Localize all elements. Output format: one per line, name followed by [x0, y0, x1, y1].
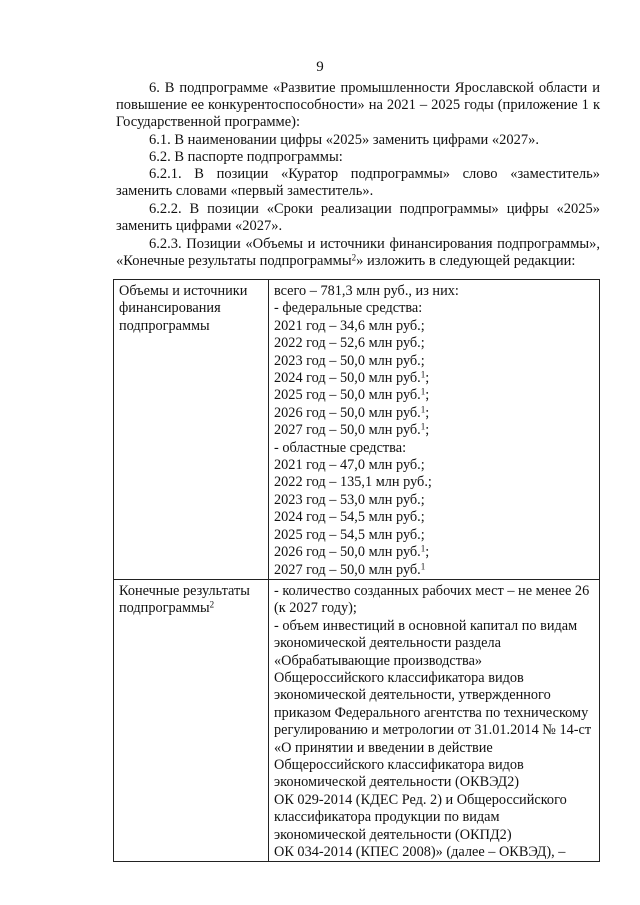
value-line: [274, 687, 595, 704]
paragraph-6-2-3-tail: » изложить в следующей редакции:: [356, 252, 576, 269]
footnote-mark: 2: [351, 252, 357, 263]
value-line: [274, 492, 595, 509]
value-text: 2021 год – 34,6 млн руб.;: [274, 317, 425, 334]
value-text: ОК 029-2014 (КДЕС Ред. 2) и Общероссийского: [274, 791, 567, 808]
value-text: 2022 год – 135,1 млн руб.;: [274, 474, 432, 491]
table-label-cell: [114, 579, 269, 862]
value-line: [274, 722, 595, 739]
label-line: [119, 600, 264, 617]
label-text: подпрограммы: [119, 600, 210, 617]
footnote-mark: 1: [420, 421, 426, 432]
table-value-cell: [269, 579, 600, 862]
value-line: [274, 670, 595, 687]
label-line: [119, 583, 264, 600]
value-line: [274, 792, 595, 809]
value-text: 2021 год – 47,0 млн руб.;: [274, 457, 425, 474]
value-text: приказом Федерального агентства по техническому: [274, 704, 589, 721]
value-text: экономической деятельности, утвержденного: [274, 687, 551, 704]
value-text: 2024 год – 54,5 млн руб.;: [274, 509, 425, 526]
paragraph-6: 6. В подпрограмме «Развитие промышленности Ярославской области и повышение ее конкурентоспособности» на 2021 – 2025 годы (приложение 1 к Государственной программе):: [116, 79, 600, 131]
value-text: - областные средства:: [274, 439, 407, 456]
value-text: экономической деятельности (ОКВЭД2): [274, 774, 520, 791]
footnote-mark: 1: [420, 386, 426, 397]
value-text: экономической деятельности раздела: [274, 635, 501, 652]
value-line: [274, 544, 595, 561]
value-line: [274, 527, 595, 544]
value-text: - объем инвестиций в основной капитал по видам: [274, 617, 578, 634]
value-line: [274, 600, 595, 617]
value-text: Общероссийского классификатора видов: [274, 669, 524, 686]
value-text: Общероссийского классификатора видов: [274, 756, 524, 773]
paragraph-6-2-3-text: 6.2.3. Позиции «Объемы и источники финансирования подпрограммы», «Конечные результаты подпрограммы: [116, 235, 600, 269]
value-line: [274, 844, 595, 861]
value-line: [274, 827, 595, 844]
label-line: [119, 318, 264, 335]
value-text: классификатора продукции по видам: [274, 809, 500, 826]
value-line: [274, 422, 595, 439]
paragraph-6-1: 6.1. В наименовании цифры «2025» заменить цифрами «2027».: [149, 131, 540, 148]
value-line: [274, 457, 595, 474]
value-text: 2025 год – 54,5 млн руб.;: [274, 526, 425, 543]
value-text: 2027 год – 50,0 млн руб.: [274, 422, 421, 439]
label-line: [119, 283, 264, 300]
label-line: [119, 300, 264, 317]
value-line: [274, 618, 595, 635]
value-tail: ;: [425, 404, 430, 421]
value-line: [274, 509, 595, 526]
label-text: финансирования: [119, 300, 221, 317]
table-row: [114, 280, 600, 580]
value-line: [274, 635, 595, 652]
value-line: [274, 318, 595, 335]
value-tail: ;: [425, 387, 430, 404]
value-text: 2024 год – 50,0 млн руб.: [274, 370, 421, 387]
paragraph-6-2: 6.2. В паспорте подпрограммы:: [149, 148, 343, 165]
footnote-mark: 2: [209, 599, 215, 610]
value-line: [274, 740, 595, 757]
value-text: регулированию и метрологии от 31.01.2014 № 14-ст: [274, 722, 592, 739]
label-text: подпрограммы: [119, 317, 210, 334]
value-line: [274, 405, 595, 422]
value-line: [274, 774, 595, 791]
value-text: - количество созданных рабочих мест – не менее 26: [274, 582, 590, 599]
value-text: экономической деятельности (ОКПД2): [274, 826, 512, 843]
footnote-mark: 1: [420, 369, 426, 380]
value-tail: ;: [425, 370, 430, 387]
value-text: «О принятии и введении в действие: [274, 739, 493, 756]
label-text: Объемы и источники: [119, 283, 248, 299]
value-text: 2026 год – 50,0 млн руб.: [274, 404, 421, 421]
value-text: «Обрабатывающие производства»: [274, 652, 483, 669]
table-row: [114, 579, 600, 862]
value-line: [274, 809, 595, 826]
value-text: 2023 год – 53,0 млн руб.;: [274, 491, 425, 508]
footnote-mark: 1: [420, 561, 426, 571]
value-line: [274, 705, 595, 722]
value-text: 2023 год – 50,0 млн руб.;: [274, 352, 425, 369]
value-text: ОК 034-2014 (КПЕС 2008)» (далее – ОКВЭД), –: [274, 844, 566, 860]
paragraph-6-2-1: 6.2.1. В позиции «Куратор подпрограммы» слово «заместитель» заменить словами «первый заместитель».: [116, 165, 600, 199]
value-line: [274, 562, 595, 579]
value-line: [274, 300, 595, 317]
value-line: [274, 440, 595, 457]
value-line: [274, 583, 595, 600]
value-tail: ;: [425, 544, 430, 561]
value-line: [274, 335, 595, 352]
value-text: (к 2027 году);: [274, 600, 357, 617]
value-line: [274, 387, 595, 404]
value-text: 2027 год – 50,0 млн руб.: [274, 561, 421, 578]
paragraph-6-2-2: 6.2.2. В позиции «Сроки реализации подпрограммы» цифры «2025» заменить цифрами «2027».: [116, 200, 600, 234]
footnote-mark: 1: [420, 404, 426, 415]
passport-table: [113, 279, 600, 862]
value-line: [274, 653, 595, 670]
paragraph-6-2-3: [116, 236, 600, 271]
value-line: [274, 474, 595, 491]
value-tail: ;: [425, 422, 430, 439]
value-text: 2022 год – 52,6 млн руб.;: [274, 335, 425, 352]
value-line: [274, 370, 595, 387]
value-line: [274, 283, 595, 300]
value-text: - федеральные средства:: [274, 300, 423, 317]
value-text: всего – 781,3 млн руб., из них:: [274, 283, 459, 299]
footnote-mark: 1: [420, 543, 426, 554]
value-text: 2026 год – 50,0 млн руб.: [274, 544, 421, 561]
value-text: 2025 год – 50,0 млн руб.: [274, 387, 421, 404]
value-line: [274, 757, 595, 774]
table-value-cell: [269, 280, 600, 580]
value-line: [274, 353, 595, 370]
table-label-cell: [114, 280, 269, 580]
page-number: 9: [316, 59, 324, 75]
label-text: Конечные результаты: [119, 582, 250, 599]
